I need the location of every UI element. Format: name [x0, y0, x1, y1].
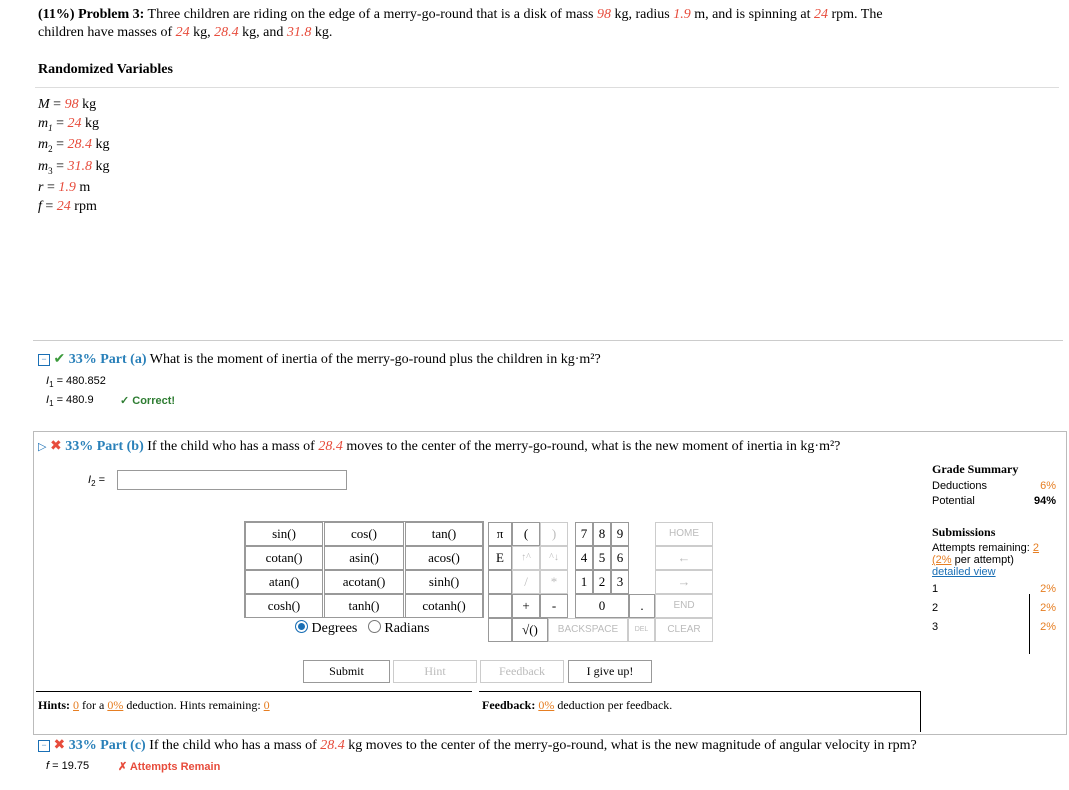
key-4[interactable]: 4 [575, 546, 593, 570]
blank-key [488, 594, 512, 618]
end-button[interactable]: END [655, 594, 713, 618]
cotan-button[interactable]: cotan() [245, 546, 323, 570]
rpm-value: 24 [813, 7, 828, 22]
unit-text: kg, and [242, 25, 284, 40]
submission-row: 3 2% [932, 621, 1056, 633]
part-b-header [38, 438, 840, 455]
attempts-remaining: Attempts remaining: 2 [932, 542, 1040, 554]
problem-statement [38, 6, 1038, 42]
right-paren-button[interactable]: ) [540, 522, 568, 546]
up-caret-button[interactable]: ↑^ [512, 546, 540, 570]
feedback-info: Feedback: 0% deduction per feedback. [482, 698, 673, 712]
divider [33, 340, 1063, 341]
sinh-button[interactable]: sinh() [405, 570, 483, 594]
cross-icon: ✖ [53, 738, 66, 753]
submission-row: 2 2% [932, 602, 1056, 614]
problem-text: kg, radius [614, 7, 670, 22]
mass-value: 98 [596, 7, 611, 22]
problem-text: children have masses of [38, 25, 173, 40]
plus-button[interactable]: + [512, 594, 540, 618]
multiply-button[interactable]: * [540, 570, 568, 594]
answer-input[interactable] [117, 470, 347, 490]
pi-button[interactable]: π [488, 522, 512, 546]
var-m3: $m_3 = 31.8$ kg [38, 159, 110, 176]
degrees-label: Degrees [311, 621, 358, 636]
m1-value: 24 [175, 25, 190, 40]
clear-button[interactable]: CLEAR [655, 618, 713, 642]
var-m1: $m_1 = 24$ kg [38, 116, 100, 133]
hints-info: Hints: 0 for a 0% deduction. Hints remaining: 0 [38, 698, 270, 712]
down-caret-button[interactable]: ^↓ [540, 546, 568, 570]
feedback-button[interactable]: Feedback [480, 660, 564, 683]
var-f: f = 24 rpm [38, 199, 97, 214]
part-b-label: 33% Part (b) [65, 439, 144, 454]
problem-text: m, and is spinning at [694, 7, 811, 22]
detailed-view-link[interactable]: detailed view [932, 566, 996, 578]
hint-button[interactable]: Hint [393, 660, 477, 683]
m3-value: 31.8 [286, 25, 312, 40]
home-button[interactable]: HOME [655, 522, 713, 546]
part-a-answer: $I_1 = 480.9$ [46, 394, 94, 409]
part-b-question: moves to the center of the merry-go-round, what is the new moment of inertia in kg·m²? [346, 439, 841, 454]
divider [479, 691, 921, 692]
cos-button[interactable]: cos() [324, 522, 404, 546]
divide-button[interactable]: / [512, 570, 540, 594]
forward-arrow-button[interactable]: → [655, 570, 713, 594]
play-icon[interactable]: ▷ [38, 441, 47, 453]
cosh-button[interactable]: cosh() [245, 594, 323, 618]
randomized-variables-title: Randomized Variables [38, 62, 173, 77]
potential-row: Potential 94% [932, 495, 1056, 507]
atan-button[interactable]: atan() [245, 570, 323, 594]
unit-text: kg, [193, 25, 211, 40]
part-a-status: ✓ Correct! [120, 395, 176, 407]
e-button[interactable]: E [488, 546, 512, 570]
divider [36, 691, 472, 692]
key-5[interactable]: 5 [593, 546, 611, 570]
per-attempt: (2% per attempt) [932, 554, 1014, 566]
var-m2: $m_2 = 28.4$ kg [38, 137, 110, 154]
submission-row: 1 2% [932, 583, 1056, 595]
part-c-label: 33% Part (c) [68, 738, 146, 753]
acotan-button[interactable]: acotan() [324, 570, 404, 594]
problem-label: Problem 3: [78, 7, 145, 22]
key-8[interactable]: 8 [593, 522, 611, 546]
grade-summary-title: Grade Summary [932, 462, 1019, 476]
submissions-title: Submissions [932, 525, 996, 539]
var-M: M = 98 kg [38, 97, 97, 112]
give-up-button[interactable]: I give up! [568, 660, 652, 683]
dot-button[interactable]: . [629, 594, 655, 618]
radians-radio[interactable] [368, 620, 381, 633]
key-3[interactable]: 3 [611, 570, 629, 594]
divider [920, 691, 921, 732]
part-c-question: If the child who has a mass of [149, 738, 317, 753]
problem-text: Three children are riding on the edge of a merry-go-round that is a disk of mass [147, 7, 594, 22]
unit-text: kg. [314, 25, 333, 40]
cross-icon: ✖ [49, 439, 62, 454]
check-icon: ✔ [53, 352, 66, 367]
blank-key [488, 618, 512, 642]
acos-button[interactable]: acos() [405, 546, 483, 570]
radius-value: 1.9 [673, 7, 691, 22]
submit-button[interactable]: Submit [303, 660, 390, 683]
part-a-header [38, 351, 601, 368]
blank-key [488, 570, 512, 594]
problem-weight: (11%) [38, 7, 75, 22]
minus-button[interactable]: - [540, 594, 568, 618]
m2-value: 28.4 [214, 25, 239, 40]
sin-button[interactable]: sin() [245, 522, 323, 546]
left-paren-button[interactable]: ( [512, 522, 540, 546]
part-a-answer-raw: $I_1 = 480.852$ [46, 375, 106, 390]
radians-label: Radians [384, 621, 430, 636]
degrees-radio[interactable] [295, 620, 308, 633]
i2-label: $I_2$ = [88, 474, 105, 489]
key-1[interactable]: 1 [575, 570, 593, 594]
key-6[interactable]: 6 [611, 546, 629, 570]
divider [1029, 594, 1030, 654]
problem-text: rpm. The [831, 7, 883, 22]
deductions-row: Deductions 6% [932, 480, 1056, 492]
part-c-header [38, 737, 917, 754]
collapse-icon[interactable]: − [38, 354, 50, 366]
part-a-label: 33% Part (a) [68, 352, 147, 367]
key-2[interactable]: 2 [593, 570, 611, 594]
part-c-answer: f = 19.75 [46, 760, 90, 772]
grade-summary [932, 462, 1056, 633]
sqrt-button[interactable]: √() [512, 618, 548, 642]
tan-button[interactable]: tan() [405, 522, 483, 546]
key-9[interactable]: 9 [611, 522, 629, 546]
part-c-mass: 28.4 [320, 738, 345, 753]
part-c-status: ✗ Attempts Remain [118, 761, 221, 773]
key-7[interactable]: 7 [575, 522, 593, 546]
asin-button[interactable]: asin() [324, 546, 404, 570]
divider [35, 87, 1059, 88]
del-button[interactable]: DEL [628, 618, 655, 642]
back-arrow-button[interactable]: ← [655, 546, 713, 570]
part-a-question: What is the moment of inertia of the merry-go-round plus the children in kg·m²? [149, 352, 601, 367]
tanh-button[interactable]: tanh() [324, 594, 404, 618]
collapse-icon[interactable]: − [38, 740, 50, 752]
backspace-button[interactable]: BACKSPACE [548, 618, 628, 642]
part-b-mass: 28.4 [318, 439, 343, 454]
var-r: r = 1.9 m [38, 180, 91, 195]
part-b-question: If the child who has a mass of [147, 439, 315, 454]
key-0[interactable]: 0 [575, 594, 629, 618]
part-c-question: kg moves to the center of the merry-go-round, what is the new magnitude of angular velocity in rpm? [348, 738, 917, 753]
angle-mode [295, 620, 429, 637]
cotanh-button[interactable]: cotanh() [405, 594, 483, 618]
